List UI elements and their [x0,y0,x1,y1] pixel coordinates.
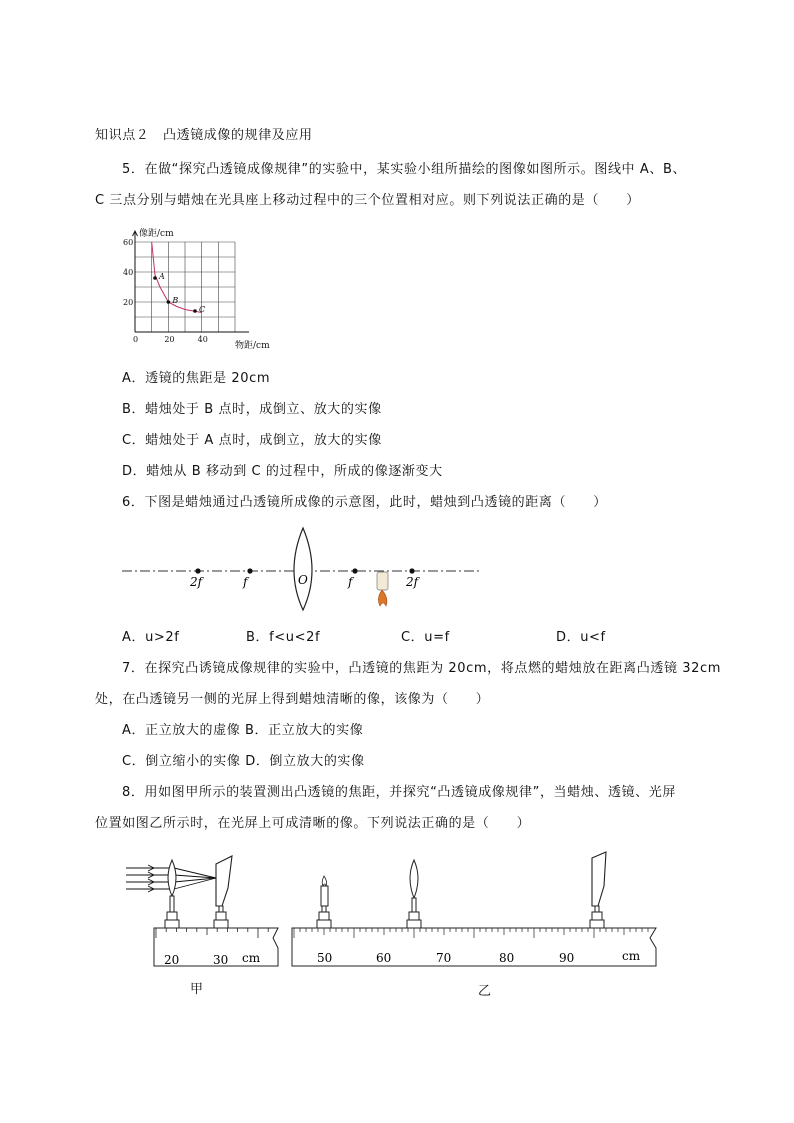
data-point-label-c: C [199,305,206,314]
screen-holder [214,906,228,928]
ruler-yi-tick-90: 90 [559,951,575,965]
ruler-jia-tick-30: 30 [213,953,229,967]
ruler-yi-tick-70: 70 [436,951,452,965]
q7-options-row1: A．正立放大的虚像 B．正立放大的实像 [122,723,364,738]
lens-holder [165,896,179,928]
y-tick-label: 60 [123,238,134,247]
q7-options-row2: C．倒立缩小的实像 D．倒立放大的实像 [122,754,365,769]
data-point-label-a: A [159,272,165,281]
fig-yi-apparatus [288,848,663,973]
x-tick-label: 0 [133,335,139,344]
label-2f-right: 2f [406,575,419,589]
q5-chart [115,222,275,354]
screen-icon [216,856,232,906]
q6-option-d: D．u<f [556,630,606,645]
ruler-yi-unit: cm [622,949,641,963]
lens-icon [168,860,176,896]
candle-icon [377,572,388,606]
fig-yi-label: 乙 [478,984,492,999]
candle-icon [321,876,328,906]
section-title: 知识点２ 凸透镜成像的规律及应用 [95,128,313,143]
point-2f-left [195,568,200,573]
label-o: O [298,573,308,587]
fig-jia-label: 甲 [190,982,204,997]
ruler-jia [154,928,278,967]
q8-stem-line2: 位置如图乙所示时，在光屏上可成清晰的像。下列说法正确的是（ ） [95,816,531,831]
lens-holder [407,898,421,928]
data-point-c [193,309,197,313]
ruler-yi [292,928,656,966]
q5-stem-line2: C 三点分别与蜡烛在光具座上移动过程中的三个位置相对应。则下列说法正确的是（ ） [95,193,640,208]
fig-jia-apparatus [120,848,280,973]
q5-option-a: A．透镜的焦距是 20cm [122,371,271,386]
label-2f-left: 2f [190,575,203,589]
x-tick-label: 20 [164,335,175,344]
q6-option-c: C．u=f [401,630,450,645]
q5-option-b: B．蜡烛处于 B 点时，成倒立、放大的实像 [122,402,382,417]
lens-icon [410,860,418,898]
screen-icon [592,852,606,906]
chart-ticks [123,238,208,344]
ruler-jia-unit: cm [242,951,261,965]
q6-option-a: A．u>2f [122,630,180,645]
y-tick-label: 20 [123,298,134,307]
q7-stem-line2: 处，在凸透镜另一侧的光屏上得到蜡烛清晰的像，该像为（ ） [95,692,490,707]
chart-y-axis-label: 像距/cm [139,229,174,239]
candle-holder [317,906,331,928]
point-f-right [352,568,357,573]
label-f-left: f [243,575,248,589]
data-point-b [167,300,171,304]
q8-stem-line1: 8．用如图甲所示的装置测出凸透镜的焦距，并探究“凸透镜成像规律”，当蜡烛、透镜、光屏 [122,785,676,800]
point-2f-right [409,568,414,573]
ruler-yi-tick-50: 50 [317,951,333,965]
q5-option-d: D．蜡烛从 B 移动到 C 的过程中，所成的像逐渐变大 [122,464,443,479]
ruler-yi-tick-80: 80 [499,951,515,965]
convex-lens [294,528,312,610]
screen-holder [590,906,604,928]
ruler-yi-tick-60: 60 [376,951,392,965]
ruler-jia-tick-20: 20 [164,953,180,967]
q7-stem-line1: 7．在探究凸诱镜成像规律的实验中，凸透镜的焦距为 20cm，将点燃的蜡烛放在距离凸透镜 32cm [122,661,722,676]
point-f-left [247,568,252,573]
y-tick-label: 40 [123,268,134,277]
q6-option-b: B．f<u<2f [246,630,321,645]
chart-x-axis-label: 物距/cm [235,341,270,351]
q5-stem-line1: 5．在做“探究凸透镜成像规律”的实验中，某实验小组所描绘的图像如图所示。图线中 A、B、 [122,162,687,177]
data-point-a [153,276,157,280]
q6-lens-diagram [118,524,488,616]
q6-stem: 6．下图是蜡烛通过凸透镜所成像的示意图，此时，蜡烛到凸透镜的距离（ ） [122,495,607,510]
label-f-right: f [348,575,353,589]
chart-grid [135,242,235,332]
data-point-label-b: B [172,296,179,305]
x-tick-label: 40 [197,335,208,344]
q5-option-c: C．蜡烛处于 A 点时，成倒立，放大的实像 [122,433,382,448]
